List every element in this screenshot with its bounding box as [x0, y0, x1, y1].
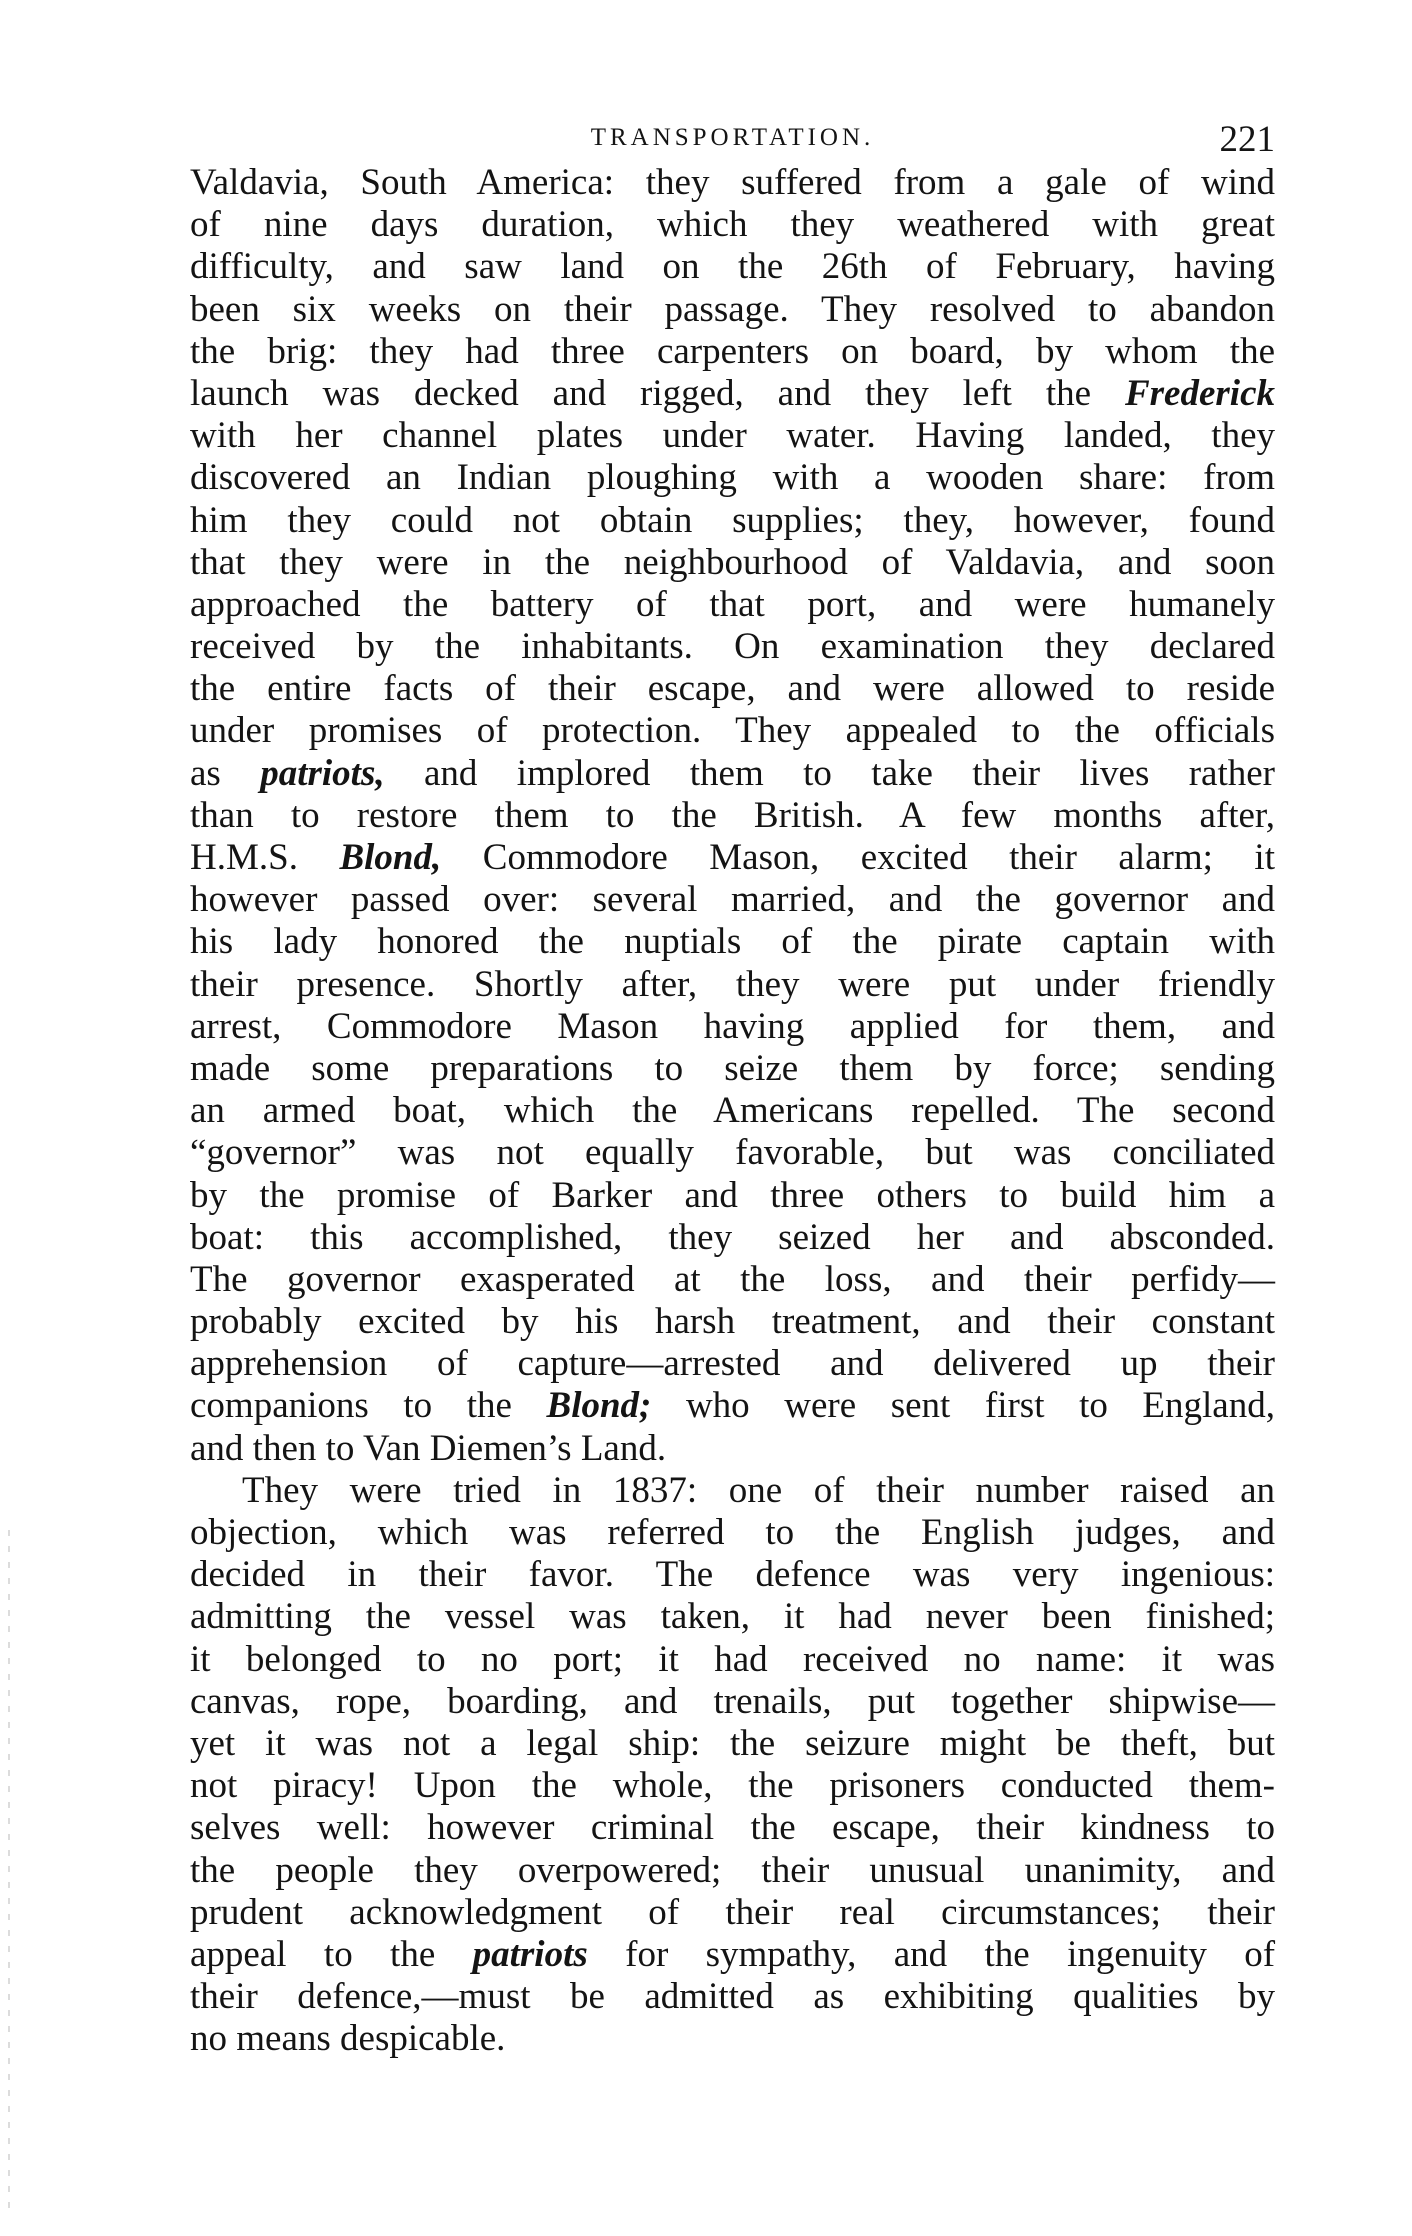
italic-patriots: patriots, [260, 752, 385, 794]
text-line: under promises of protection. They appealed to the officials [190, 710, 1275, 752]
text-run: launch was decked and rigged, and they left the [190, 372, 1125, 414]
text-line: the entire facts of their escape, and were allowed to reside [190, 668, 1275, 710]
ship-name-blond: Blond; [546, 1385, 652, 1427]
text-line: of nine days duration, which they weathered with great [190, 204, 1275, 246]
text-line: discovered an Indian ploughing with a wooden share: from [190, 457, 1275, 499]
text-line [190, 753, 1275, 795]
text-run: appeal to the [190, 1933, 473, 1975]
text-line: however passed over: several married, and the governor and [190, 879, 1275, 921]
text-line: than to restore them to the British. A few months after, [190, 794, 1275, 836]
text-line: yet it was not a legal ship: the seizure might be theft, but [190, 1722, 1275, 1764]
ship-name-blond: Blond, [339, 837, 442, 878]
text-line: boat: this accomplished, they seized her and absconded. [190, 1216, 1275, 1258]
text-line: They were tried in 1837: one of their number raised an [242, 1469, 1275, 1511]
text-line: their defence,—must be admitted as exhibiting qualities by [190, 1976, 1275, 2018]
text-line: him they could not obtain supplies; they, however, found [190, 499, 1275, 541]
text-line: selves well: however criminal the escape, their kindness to [190, 1807, 1275, 1849]
text-run: for sympathy, and the ingenuity of [587, 1933, 1276, 1975]
text-run: Commodore Mason, excited their alarm; it [441, 837, 1275, 878]
text-run: H.M.S. [190, 837, 340, 878]
text-line: difficulty, and saw land on the 26th of February, having [190, 246, 1275, 288]
text-line: it belonged to no port; it had received no name: it was [190, 1638, 1275, 1680]
ship-name-frederick: Frederick [1124, 372, 1275, 414]
text-line: “governor” was not equally favorable, but was conciliated [190, 1132, 1275, 1174]
text-run: and implored them to take their lives rather [384, 752, 1276, 794]
text-line: no means despicable. [190, 2018, 506, 2060]
text-line: received by the inhabitants. On examination they declared [190, 626, 1275, 668]
text-line: admitting the vessel was taken, it had never been finished; [190, 1596, 1275, 1638]
text-line: objection, which was referred to the English judges, and [190, 1512, 1275, 1553]
text-run: as [190, 752, 261, 794]
text-line [190, 1934, 1275, 1976]
text-line: probably excited by his harsh treatment, and their constant [190, 1301, 1275, 1343]
running-head [190, 118, 1275, 164]
scan-margin-mark [8, 1530, 10, 2210]
text-line: the brig: they had three carpenters on board, by whom the [190, 330, 1275, 372]
text-run: companions to the [190, 1385, 547, 1427]
text-line: apprehension of capture—arrested and delivered up their [190, 1343, 1275, 1385]
text-line [190, 373, 1275, 415]
text-line: not piracy! Upon the whole, the prisoners conducted them- [190, 1765, 1275, 1807]
text-line [190, 1385, 1275, 1427]
text-line: approached the battery of that port, and were humanely [190, 583, 1275, 625]
text-line: Valdavia, South America: they suffered from a gale of wind [190, 162, 1275, 203]
text-line: their presence. Shortly after, they were put under friendly [190, 963, 1275, 1005]
text-line: his lady honored the nuptials of the pirate captain with [190, 921, 1275, 963]
body-text [190, 162, 1275, 2060]
text-line: been six weeks on their passage. They resolved to abandon [190, 288, 1275, 330]
text-run: who were sent first to England, [651, 1385, 1275, 1427]
text-line: prudent acknowledgment of their real circumstances; their [190, 1891, 1275, 1933]
text-line: The governor exasperated at the loss, and their perfidy— [190, 1258, 1275, 1300]
running-title: TRANSPORTATION. [590, 124, 875, 151]
text-line [190, 837, 1275, 879]
text-line: made some preparations to seize them by force; sending [190, 1047, 1275, 1089]
text-line: the people they overpowered; their unusual unanimity, and [190, 1849, 1275, 1891]
page-number: 221 [1219, 119, 1275, 160]
text-line: an armed boat, which the Americans repelled. The second [190, 1090, 1275, 1132]
italic-patriots: patriots [472, 1933, 588, 1975]
text-line: with her channel plates under water. Having landed, they [190, 415, 1275, 457]
text-line: and then to Van Diemen’s Land. [190, 1427, 667, 1469]
text-line: canvas, rope, boarding, and trenails, put together shipwise— [190, 1680, 1275, 1722]
text-line: that they were in the neighbourhood of Valdavia, and soon [190, 541, 1275, 583]
text-line: decided in their favor. The defence was very ingenious: [190, 1554, 1275, 1596]
text-line: arrest, Commodore Mason having applied for them, and [190, 1005, 1275, 1047]
text-line: by the promise of Barker and three others to build him a [190, 1174, 1275, 1216]
